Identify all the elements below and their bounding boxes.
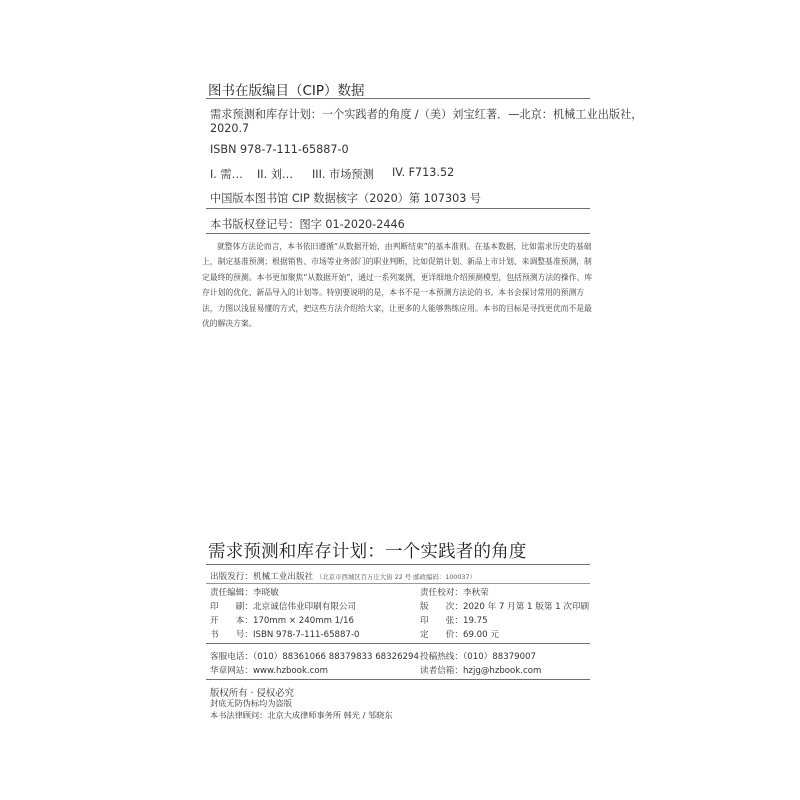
printer-row: [210, 600, 356, 612]
rights-reserved: 版权所有 · 侵权必究: [210, 688, 294, 699]
cip-isbn: ISBN 978-7-111-65887-0: [210, 143, 349, 156]
divider: [206, 233, 590, 234]
cip-number: 中国版本图书馆 CIP 数据核字（2020）第 107303 号: [210, 192, 482, 205]
edition-row: [420, 600, 589, 612]
complaint-row: [420, 650, 536, 662]
price: 69.00 元: [462, 630, 499, 640]
cip-class-2: II. 刘…: [257, 168, 294, 181]
publisher: 机械工业出版社: [252, 572, 314, 582]
editor-label: 责任编辑：: [210, 588, 253, 598]
divider: [206, 643, 590, 644]
complaint-label: 投稿热线：: [420, 652, 463, 662]
edition: 2020 年 7 月第 1 版第 1 次印刷: [462, 602, 590, 612]
complaint-phone: （010）88379007: [462, 652, 537, 662]
printer: 北京诚信伟业印刷有限公司: [252, 602, 357, 612]
publisher-address: （北京市西城区百万庄大街 22 号 邮政编码：100037）: [315, 573, 476, 581]
publisher-row: [210, 570, 476, 582]
book-title: 需求预测和库存计划：一个实践者的角度: [208, 542, 527, 562]
price-row: [420, 628, 499, 640]
format-label: 开 本：: [210, 616, 253, 626]
cip-record-line-2: 2020.7: [210, 122, 250, 135]
cip-record-line-1: 需求预测和库存计划：一个实践者的角度 /（美）刘宝红著．—北京：机械工业出版社，: [210, 108, 643, 121]
format: 170mm × 240mm 1/16: [252, 616, 354, 626]
sheets-label: 印 张：: [420, 616, 463, 626]
format-row: [210, 614, 354, 626]
proofreader-row: [420, 586, 489, 598]
cip-heading: 图书在版编目（CIP）数据: [208, 83, 365, 99]
service-phone: （010）88361066 88379833 68326294: [252, 652, 419, 662]
isbn: ISBN 978-7-111-65887-0: [252, 630, 360, 640]
divider: [206, 679, 590, 680]
website-label: 华章网站：: [210, 666, 253, 676]
edition-label: 版 次：: [420, 602, 463, 612]
printer-label: 印 刷：: [210, 602, 253, 612]
proofreader-label: 责任校对：: [420, 588, 463, 598]
publisher-label: 出版发行：: [210, 572, 253, 582]
sheets: 19.75: [462, 616, 488, 626]
book-description: 就整体方法论而言，本书依旧遵循“从数据开始，由判断结束”的基本准则。在基本数据，比如需求历史的基础上，制定基准预测；根据销售、市场等业务部门的职业判断，比如促销计划、新品上市计划、来调整基准预测，制定最终的预测。本书更加聚焦“从数据开始”，通过一系列案例，更详细地介绍预测模型，包括预测方法的操作、库存计划的优化、新品导入的计划等。特别要说明的是，本书不是一本预测方法论的书。本书会探讨常用的预测方法，力图以浅显易懂的方式，把这些方法介绍给大家，让更多的人能够熟练应用。本书的目标是寻找更优而不是最优的解决方案。: [202, 242, 593, 329]
divider: [206, 208, 590, 209]
proofreader: 李秋荣: [462, 588, 489, 598]
anti-counterfeit-note: 封底无防伪标均为盗版: [210, 698, 292, 708]
cip-class-1: I. 需…: [210, 168, 243, 181]
editor-row: [210, 586, 279, 598]
legal-counsel: 本书法律顾问：北京大成律师事务所 韩光 / 邹晓东: [210, 710, 393, 720]
editor: 李晓敏: [252, 588, 279, 598]
sheets-row: [420, 614, 488, 626]
website-row: [210, 664, 328, 676]
service-phone-label: 客服电话：: [210, 652, 253, 662]
isbn-row: [210, 628, 360, 640]
email-row: [420, 664, 541, 676]
divider: [206, 564, 590, 565]
email-label: 读者信箱：: [420, 666, 463, 676]
service-phone-row: [210, 650, 419, 662]
divider: [206, 583, 590, 584]
copyright-registration: 本书版权登记号：图字 01-2020-2446: [210, 218, 405, 231]
website: www.hzbook.com: [252, 666, 329, 676]
price-label: 定 价：: [420, 630, 463, 640]
cip-class-3: III. 市场预测: [312, 168, 374, 181]
cip-class-4: IV. F713.52: [392, 166, 455, 179]
email: hzjg@hzbook.com: [462, 666, 542, 676]
divider: [206, 98, 590, 99]
isbn-label: 书 号：: [210, 630, 253, 640]
